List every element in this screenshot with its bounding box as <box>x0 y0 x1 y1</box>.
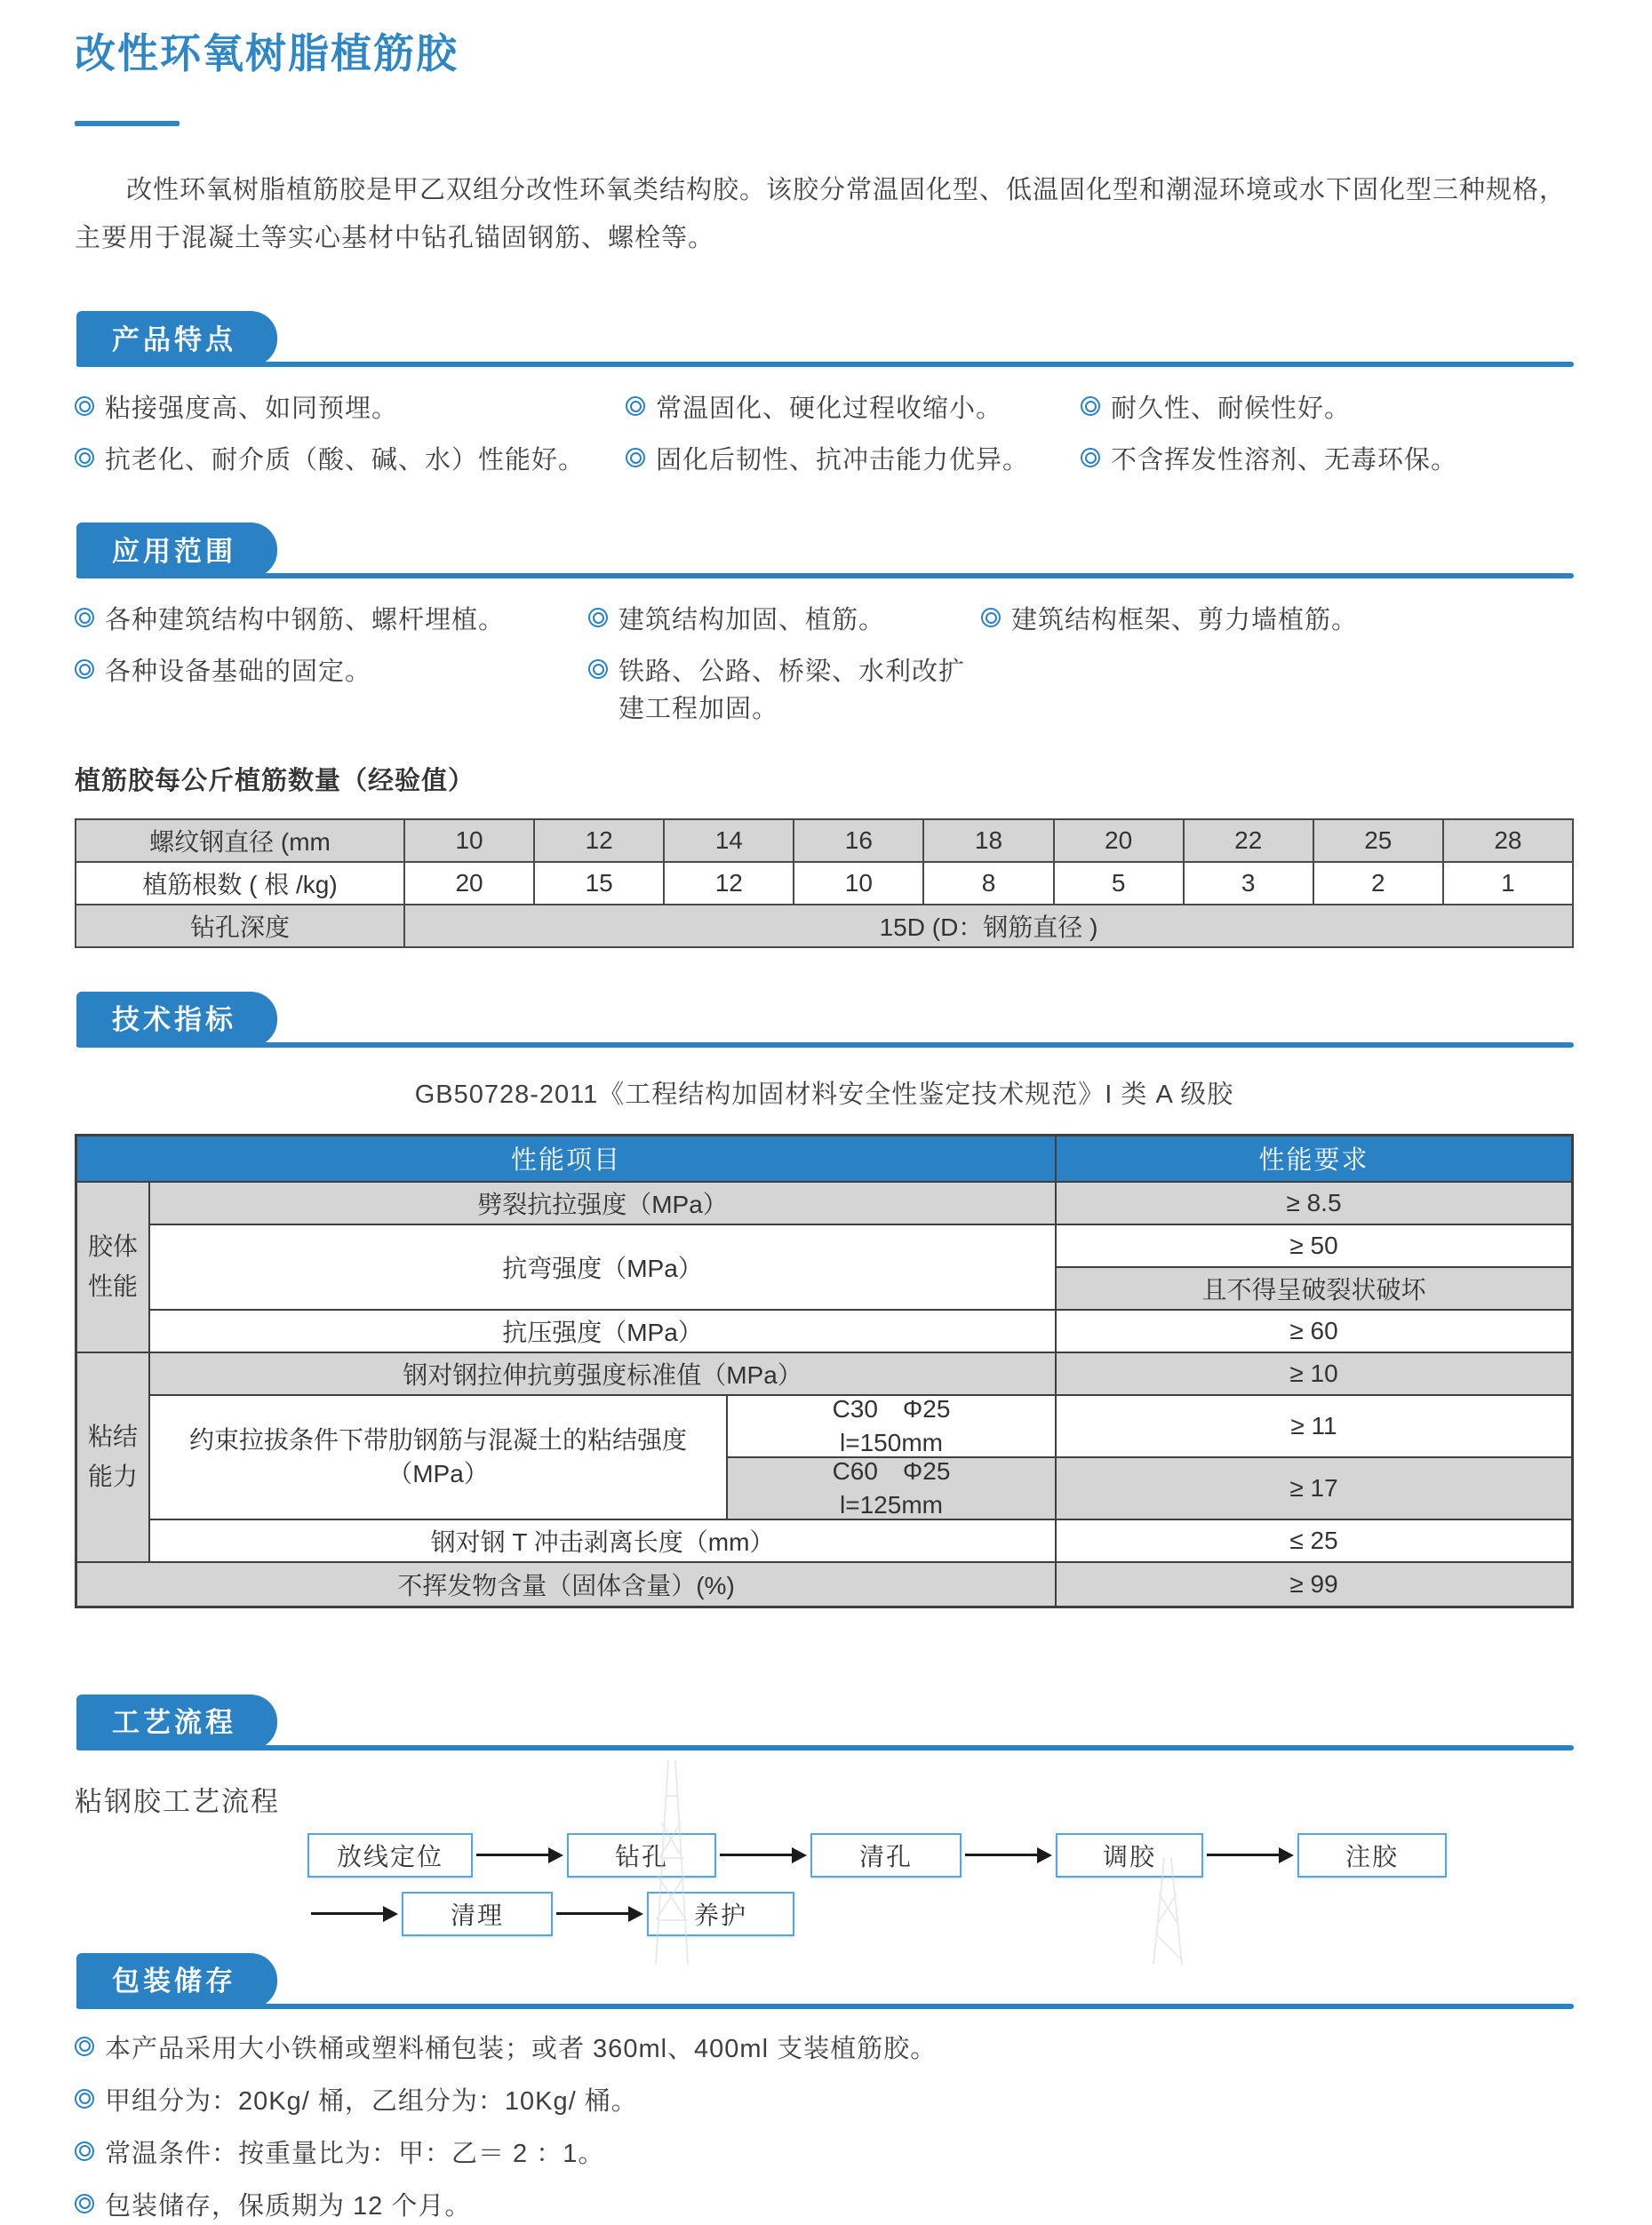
specs-standard-line: GB50728-2011《工程结构加固材料安全性鉴定技术规范》I 类 A 级胶 <box>414 1080 1234 1109</box>
intro-paragraph: 改性环氧树脂植筋胶是甲乙双组分改性环氧类结构胶。该胶分常温固化型、低温固化型和潮湿环境或水下固化型三种规格，主要用于混凝土等实心基材中钻孔锚固钢筋、螺栓等。 <box>75 176 1567 252</box>
list-item-text: 抗老化、耐介质（酸、碱、水）性能好。 <box>105 446 586 475</box>
bullseye-icon <box>588 608 608 627</box>
list-item-text: 包装储存，保质期为 12 个月。 <box>105 2191 472 2221</box>
bullseye-icon <box>75 2141 94 2161</box>
spec-requirement: ≥ 8.5 <box>1057 1183 1571 1224</box>
flow-step: 钻孔 <box>567 1833 716 1878</box>
packaging-badge: 包装储存 <box>76 1953 277 2008</box>
table-cell: 14 <box>665 820 793 861</box>
process-flow-row2 <box>307 1892 1574 1936</box>
packaging-list <box>75 2030 1574 2225</box>
process-flow-row1 <box>307 1833 1574 1878</box>
spec-item <box>150 1396 726 1519</box>
spec-item-line: （MPa） <box>387 1459 489 1487</box>
spec-item-line: 约束拉拔条件下带肋钢筋与混凝土的粘结强度 <box>188 1425 687 1454</box>
list-item <box>75 2135 1574 2173</box>
bullseye-icon <box>626 448 645 467</box>
table-cell: 20 <box>405 863 533 904</box>
table-cell: 22 <box>1185 820 1313 861</box>
flow-arrow-icon <box>553 1906 647 1922</box>
features-list <box>75 390 1574 479</box>
list-item-text: 不含挥发性溶剂、无毒环保。 <box>1111 446 1458 475</box>
flow-step: 放线定位 <box>307 1833 473 1878</box>
bullseye-icon <box>1081 396 1100 416</box>
section-specs-header <box>75 989 1574 1048</box>
table-cell: 10 <box>794 863 922 904</box>
spec-requirement: 且不得呈破裂状破坏 <box>1057 1268 1571 1309</box>
table-cell: 20 <box>1055 820 1183 861</box>
flow-step: 清孔 <box>810 1833 962 1878</box>
list-item-text: 建筑结构框架、剪力墙植筋。 <box>1011 606 1359 635</box>
section-applications-header <box>75 520 1574 578</box>
rebar-row-label: 植筋根数 ( 根 /kg) <box>76 863 403 904</box>
applications-badge: 应用范围 <box>76 522 277 578</box>
spec-requirement: ≥ 10 <box>1057 1353 1571 1394</box>
section-rule <box>76 2004 1574 2009</box>
spec-requirement: ≥ 99 <box>1057 1563 1571 1606</box>
bullseye-icon <box>75 448 94 467</box>
list-item-text: 各种设备基础的固定。 <box>105 658 372 687</box>
table-cell: 10 <box>405 820 533 861</box>
table-cell: 16 <box>794 820 922 861</box>
bullseye-icon <box>981 608 1001 627</box>
bullseye-icon <box>626 396 645 416</box>
list-item <box>75 2188 1574 2225</box>
list-item-text: 常温条件：按重量比为：甲：乙＝ 2 ：1。 <box>105 2139 605 2168</box>
title-underline <box>75 121 180 126</box>
section-rule <box>76 1745 1574 1750</box>
bullseye-icon <box>75 2037 94 2056</box>
list-item <box>75 390 626 427</box>
list-item <box>981 602 1574 639</box>
specs-badge: 技术指标 <box>76 992 277 1047</box>
bullseye-icon <box>75 2089 94 2109</box>
spec-condition-line: C60 Φ25 <box>832 1456 951 1485</box>
rebar-depth-cell: 15D (D：钢筋直径 ) <box>405 905 1572 946</box>
spec-requirement: ≥ 50 <box>1057 1225 1571 1266</box>
table-cell: 8 <box>924 863 1052 904</box>
bullseye-icon <box>75 659 94 679</box>
table-cell: 1 <box>1444 863 1572 904</box>
specs-category-body: 胶体性能 <box>77 1183 148 1352</box>
table-cell: 3 <box>1185 863 1313 904</box>
bullseye-icon <box>75 608 94 627</box>
bullseye-icon <box>75 396 94 416</box>
flow-arrow-icon <box>473 1847 567 1863</box>
table-cell: 2 <box>1314 863 1442 904</box>
flow-step: 调胶 <box>1056 1833 1203 1878</box>
list-item-text: 本产品采用大小铁桶或塑料桶包装；或者 360ml、400ml 支装植筋胶。 <box>105 2034 938 2063</box>
list-item <box>75 653 588 728</box>
spec-item: 抗压强度（MPa） <box>150 1311 1055 1352</box>
spec-condition-line: l=125mm <box>840 1490 943 1519</box>
features-badge: 产品特点 <box>76 311 277 366</box>
flow-arrow-icon <box>716 1847 810 1863</box>
spec-condition-line: l=150mm <box>840 1428 943 1456</box>
table-cell: 15 <box>535 863 663 904</box>
section-packaging-header <box>75 1950 1574 2009</box>
list-item-text: 各种建筑结构中钢筋、螺杆埋植。 <box>105 606 506 635</box>
flow-arrow-icon <box>1203 1847 1297 1863</box>
spec-condition <box>728 1396 1055 1456</box>
list-item <box>588 602 981 639</box>
section-rule <box>76 362 1574 367</box>
rebar-row-label: 螺纹钢直径 (mm <box>76 820 403 861</box>
table-cell: 25 <box>1314 820 1442 861</box>
table-cell: 12 <box>665 863 793 904</box>
specs-category-bond: 粘结能力 <box>77 1353 148 1561</box>
spec-requirement: ≥ 17 <box>1057 1458 1571 1519</box>
spec-item: 不挥发物含量（固体含量）(%) <box>77 1563 1055 1606</box>
bullseye-icon <box>588 659 608 679</box>
spec-requirement: ≤ 25 <box>1057 1520 1571 1561</box>
spec-condition <box>728 1458 1055 1519</box>
spec-condition-line: C30 Φ25 <box>832 1394 951 1423</box>
rebar-table-title: 植筋胶每公斤植筋数量（经验值） <box>75 766 475 795</box>
list-item <box>1081 442 1574 479</box>
list-item-text: 铁路、公路、桥梁、水利改扩建工程加固。 <box>619 658 966 724</box>
rebar-table <box>75 818 1574 948</box>
list-item <box>75 2083 1574 2120</box>
table-cell: 12 <box>535 820 663 861</box>
bullseye-icon <box>75 2194 94 2213</box>
list-item <box>626 390 1081 427</box>
list-item-text: 甲组分为：20Kg/ 桶，乙组分为：10Kg/ 桶。 <box>105 2086 638 2116</box>
list-item-text: 常温固化、硬化过程收缩小。 <box>656 395 1003 424</box>
list-item-text: 固化后韧性、抗冲击能力优异。 <box>656 446 1030 475</box>
list-item <box>588 653 981 728</box>
flow-step: 注胶 <box>1297 1833 1447 1878</box>
list-item <box>75 602 588 639</box>
flow-arrow-icon <box>962 1847 1056 1863</box>
spec-requirement: ≥ 11 <box>1057 1396 1571 1456</box>
section-process-header <box>75 1692 1574 1750</box>
table-cell: 28 <box>1444 820 1572 861</box>
section-rule <box>76 1042 1574 1048</box>
applications-list <box>75 602 1574 728</box>
flow-step: 清理 <box>402 1892 553 1936</box>
section-features-header <box>75 308 1574 367</box>
table-cell: 18 <box>924 820 1052 861</box>
spec-item: 钢对钢拉伸抗剪强度标准值（MPa） <box>150 1353 1055 1394</box>
spec-requirement: ≥ 60 <box>1057 1311 1571 1352</box>
spec-item: 劈裂抗拉强度（MPa） <box>150 1183 1055 1224</box>
page-title: 改性环氧树脂植筋胶 <box>75 30 459 76</box>
list-item <box>75 442 626 479</box>
bullseye-icon <box>1081 448 1100 467</box>
flow-arrow-icon <box>307 1906 402 1922</box>
list-item-text: 粘接强度高、如同预埋。 <box>105 395 399 424</box>
list-item <box>626 442 1081 479</box>
spec-item: 抗弯强度（MPa） <box>150 1225 1055 1309</box>
process-subtitle: 粘钢胶工艺流程 <box>75 1785 280 1817</box>
section-rule <box>76 573 1574 578</box>
process-badge: 工艺流程 <box>76 1695 277 1750</box>
list-item <box>75 2030 1574 2068</box>
spec-item: 钢对钢 T 冲击剥离长度（mm） <box>150 1520 1055 1561</box>
flow-step: 养护 <box>647 1892 794 1936</box>
specs-header-item: 性能项目 <box>77 1136 1055 1181</box>
list-item <box>1081 390 1574 427</box>
table-cell: 5 <box>1055 863 1183 904</box>
specs-table <box>75 1134 1574 1608</box>
list-item-text: 建筑结构加固、植筋。 <box>619 606 886 635</box>
specs-header-req: 性能要求 <box>1057 1136 1571 1181</box>
rebar-row-label: 钻孔深度 <box>76 905 403 946</box>
list-item-text: 耐久性、耐候性好。 <box>1111 395 1352 424</box>
